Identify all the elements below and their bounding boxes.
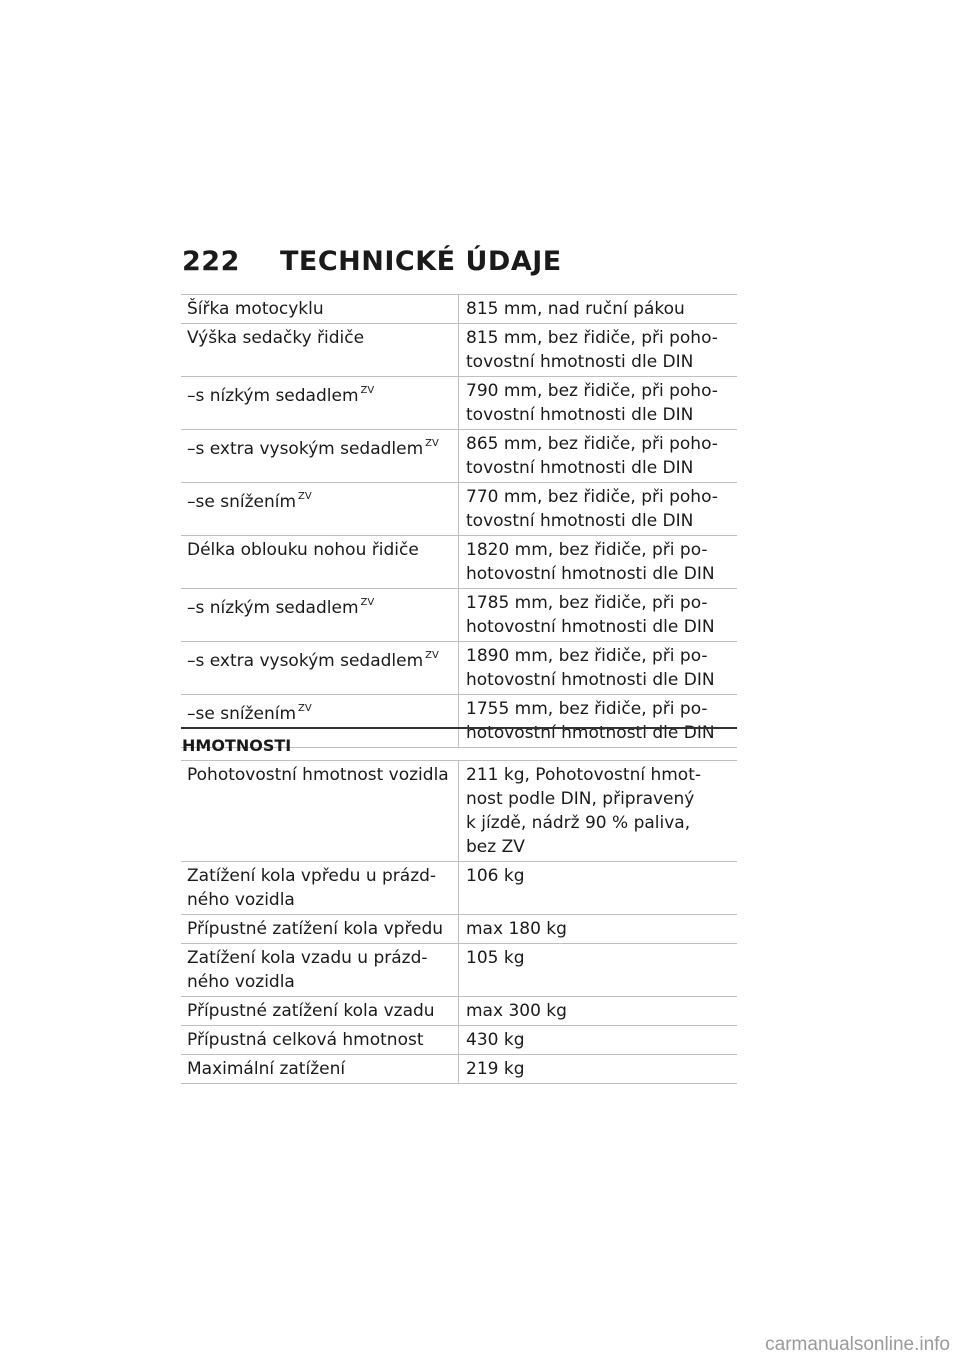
- table-row: [181, 1055, 737, 1084]
- value-line: tovostní hmotnosti dle DIN: [466, 511, 694, 531]
- table-row: [181, 944, 737, 997]
- row-label: [181, 642, 459, 694]
- zv-superscript: ZV: [360, 597, 375, 608]
- value-line: 1785 mm, bez řidiče, při po-: [466, 593, 708, 613]
- row-value: [459, 483, 737, 535]
- value-line: 219 kg: [466, 1059, 525, 1079]
- table-row: [181, 295, 737, 324]
- value-line: 105 kg: [466, 948, 525, 968]
- label-line: Pohotovostní hmotnost vozidla: [187, 765, 449, 785]
- value-line: 770 mm, bez řidiče, při poho-: [466, 487, 718, 507]
- table-row: [181, 1026, 737, 1055]
- row-value: [459, 642, 737, 694]
- label-text: –s extra vysokým sedadlem: [187, 651, 424, 671]
- label-text: Výška sedačky řidiče: [187, 328, 365, 348]
- label-line: Přípustné zatížení kola vzadu: [187, 1001, 435, 1021]
- label-line: ného vozidla: [187, 972, 295, 992]
- row-value: [459, 324, 737, 376]
- label-text: –se snížením: [187, 704, 297, 724]
- value-line: k jízdě, nádrž 90 % paliva,: [466, 813, 691, 833]
- row-value: [459, 862, 737, 914]
- row-value: [459, 295, 737, 323]
- label-text: Délka oblouku nohou řidiče: [187, 540, 419, 560]
- section-title: HMOTNOSTI: [182, 736, 292, 755]
- label-text: –se snížením: [187, 492, 297, 512]
- value-line: 106 kg: [466, 866, 525, 886]
- table-row: [181, 915, 737, 944]
- value-line: 430 kg: [466, 1030, 525, 1050]
- value-line: 211 kg, Pohotovostní hmot-: [466, 765, 702, 785]
- weights-table: [181, 760, 737, 1084]
- label-text: Šířka motocyklu: [187, 299, 324, 319]
- label-line: Zatížení kola vzadu u prázd-: [187, 948, 428, 968]
- zv-superscript: ZV: [425, 650, 439, 661]
- label-text: –s nízkým sedadlem: [187, 386, 359, 406]
- value-line: 1755 mm, bez řidiče, při po-: [466, 699, 708, 719]
- value-line: tovostní hmotnosti dle DIN: [466, 352, 694, 372]
- value-line: hotovostní hmotnosti dle DIN: [466, 670, 715, 690]
- page-number: 222: [182, 246, 240, 277]
- row-label: [181, 324, 459, 376]
- value-line: 865 mm, bez řidiče, při poho-: [466, 434, 718, 454]
- row-label: [181, 862, 459, 914]
- label-line: Přípustné zatížení kola vpředu: [187, 919, 444, 939]
- table-row: [181, 589, 737, 642]
- table-row: [181, 483, 737, 536]
- value-line: hotovostní hmotnosti dle DIN: [466, 723, 715, 743]
- label-line: Maximální zatížení: [187, 1059, 346, 1079]
- row-label: [181, 944, 459, 996]
- row-label: [181, 997, 459, 1025]
- page-title: TECHNICKÉ ÚDAJE: [280, 246, 562, 277]
- value-line: hotovostní hmotnosti dle DIN: [466, 564, 715, 584]
- row-value: [459, 915, 737, 943]
- label-line: Přípustná celková hmotnost: [187, 1030, 424, 1050]
- value-line: max 300 kg: [466, 1001, 567, 1021]
- zv-superscript: ZV: [298, 703, 312, 714]
- zv-superscript: ZV: [298, 491, 312, 502]
- table-row: [181, 536, 737, 589]
- table-row: [181, 324, 737, 377]
- table-row: [181, 430, 737, 483]
- row-label: [181, 1026, 459, 1054]
- row-label: [181, 915, 459, 943]
- row-label: [181, 295, 459, 323]
- row-label: [181, 1055, 459, 1083]
- row-value: [459, 761, 737, 861]
- value-line: 815 mm, bez řidiče, při poho-: [466, 328, 718, 348]
- value-line: 1890 mm, bez řidiče, při po-: [466, 646, 708, 666]
- row-label: [181, 536, 459, 588]
- label-text: –s nízkým sedadlem: [187, 598, 359, 618]
- table-row: [181, 997, 737, 1026]
- row-value: [459, 589, 737, 641]
- value-line: hotovostní hmotnosti dle DIN: [466, 617, 715, 637]
- row-value: [459, 1026, 737, 1054]
- row-label: [181, 430, 459, 482]
- table-row: [181, 862, 737, 915]
- value-line: max 180 kg: [466, 919, 567, 939]
- watermark: carmanualsonline.info: [765, 1334, 950, 1355]
- row-value: [459, 377, 737, 429]
- weights-section: [181, 727, 737, 1084]
- value-line: nost podle DIN, připravený: [466, 789, 695, 809]
- zv-superscript: ZV: [425, 438, 439, 449]
- table-row: [181, 761, 737, 862]
- value-line: 815 mm, nad ruční pákou: [466, 299, 685, 319]
- row-value: [459, 430, 737, 482]
- table-row: [181, 642, 737, 695]
- page-header: [182, 246, 562, 278]
- value-line: bez ZV: [466, 837, 525, 857]
- value-line: tovostní hmotnosti dle DIN: [466, 405, 694, 425]
- label-line: Zatížení kola vpředu u prázd-: [187, 866, 437, 886]
- row-value: [459, 536, 737, 588]
- value-line: tovostní hmotnosti dle DIN: [466, 458, 694, 478]
- row-label: [181, 483, 459, 535]
- dimensions-table: [181, 294, 737, 748]
- row-label: [181, 377, 459, 429]
- label-text: –s extra vysokým sedadlem: [187, 439, 424, 459]
- table-row: [181, 377, 737, 430]
- row-value: [459, 997, 737, 1025]
- zv-superscript: ZV: [360, 385, 375, 396]
- label-line: ného vozidla: [187, 890, 295, 910]
- row-value: [459, 1055, 737, 1083]
- row-value: [459, 944, 737, 996]
- value-line: 790 mm, bez řidiče, při poho-: [466, 381, 718, 401]
- row-label: [181, 589, 459, 641]
- row-label: [181, 761, 459, 861]
- value-line: 1820 mm, bez řidiče, při po-: [466, 540, 708, 560]
